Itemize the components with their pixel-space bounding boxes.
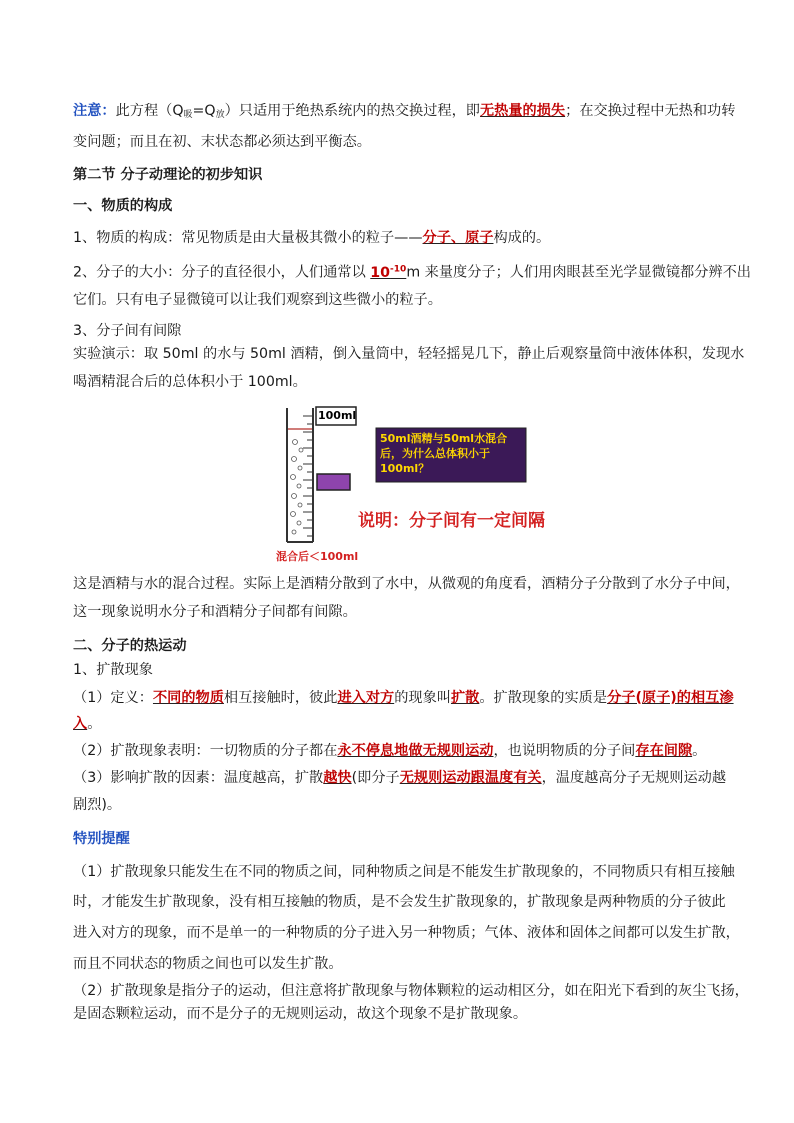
heading-thermal-motion: 二、分子的热运动 — [73, 638, 187, 654]
figure-conclusion: 说明：分子间有一定间隔 — [358, 511, 545, 531]
reminder-p1-line3: 进入对方的现象，而不是单一的一种物质的分子进入另一种物质；气体、液体和固体之间都可以发生扩散， — [73, 925, 740, 941]
section-title: 第二节 分子动理论的初步知识 — [73, 167, 263, 183]
reminder-p2-line1: （2）扩散现象是指分子的运动，但注意将扩散现象与物体颗粒的运动相区分，如在阳光下看到的灰尘飞扬， — [73, 983, 749, 999]
paragraph-factors-2: 剧烈)。 — [73, 797, 122, 813]
paragraph-mixing-1: 这是酒精与水的混合过程。实际上是酒精分散到了水中，从微观的角度看，酒精分子分散到了水分子中间， — [73, 576, 740, 592]
heading-special-reminder: 特别提醒 — [73, 831, 130, 847]
figure-bottom-label: 混合后＜100ml — [276, 550, 359, 563]
paragraph-demo-2: 喝酒精混合后的总体积小于 100ml。 — [73, 374, 307, 390]
highlight-text: 无热量的损失 — [479, 103, 566, 119]
paragraph-composition: 1、物质的构成：常见物质是由大量极其微小的粒子——分子、原子构成的。 — [73, 230, 551, 246]
paragraph-indicates: （2）扩散现象表明：一切物质的分子都在永不停息地做无规则运动，也说明物质的分子间存在间隙。 — [73, 743, 707, 759]
paragraph-mixing-2: 这一现象说明水分子和酒精分子间都有间隙。 — [73, 604, 357, 620]
paragraph-factors-1: （3）影响扩散的因素：温度越高，扩散越快(即分子无规则运动跟温度有关，温度越高分子无规则运动越 — [73, 770, 727, 786]
highlight-text: $10^{-10}$ — [370, 264, 407, 281]
graduated-cylinder-illustration — [270, 402, 570, 570]
paragraph-definition-1: （1）定义：不同的物质相互接触时，彼此进入对方的现象叫扩散。扩散现象的实质是分子(原子)的相互渗 — [73, 690, 734, 706]
reminder-p1-line2: 时，才能发生扩散现象，没有相互接触的物质，是不会发生扩散现象的，扩散现象是两种物质的分子彼此 — [73, 894, 726, 910]
reminder-p1-line4: 而且不同状态的物质之间也可以发生扩散。 — [73, 956, 343, 972]
paragraph-molecule-size: 2、分子的大小：分子的直径很小，人们通常以 $10^{-10}m$ 来量度分子；人们用肉眼甚至光学显微镜都分辨不出 — [73, 264, 751, 281]
note-line-1: 注意：此方程$(Q_吸=Q_放)$只适用于绝热系统内的热交换过程，即无热量的损失；在交换过程中无热和功转 — [73, 103, 736, 120]
highlight-text: 分子、原子 — [422, 230, 494, 246]
note-label: 注意： — [73, 103, 116, 119]
figure-question-box: 50ml酒精与50ml水混合 后，为什么总体积小于 100ml？ — [380, 432, 508, 475]
heading-gaps: 3、分子间有间隙 — [73, 323, 182, 339]
reminder-p2-line2: 是固态颗粒运动，而不是分子的无规则运动，故这个现象不是扩散现象。 — [73, 1006, 528, 1022]
heading-diffusion: 1、扩散现象 — [73, 662, 153, 678]
paragraph-molecule-size-2: 它们。只有电子显微镜可以让我们观察到这些微小的粒子。 — [73, 292, 442, 308]
label-100ml: 100ml — [318, 409, 357, 422]
heading-matter-composition: 一、物质的构成 — [73, 198, 173, 214]
paragraph-demo-1: 实验演示：取 50ml 的水与 50ml 酒精，倒入量筒中，轻轻摇晃几下，静止后观察量筒中液体体积，发现水 — [73, 346, 745, 362]
paragraph-definition-2: 入。 — [73, 716, 102, 732]
reminder-p1-line1: （1）扩散现象只能发生在不同的物质之间，同种物质之间是不能发生扩散现象的，不同物质只有相互接触 — [73, 864, 735, 880]
note-line-2: 变问题；而且在初、末状态都必须达到平衡态。 — [73, 134, 371, 150]
cylinder-figure — [270, 402, 570, 570]
